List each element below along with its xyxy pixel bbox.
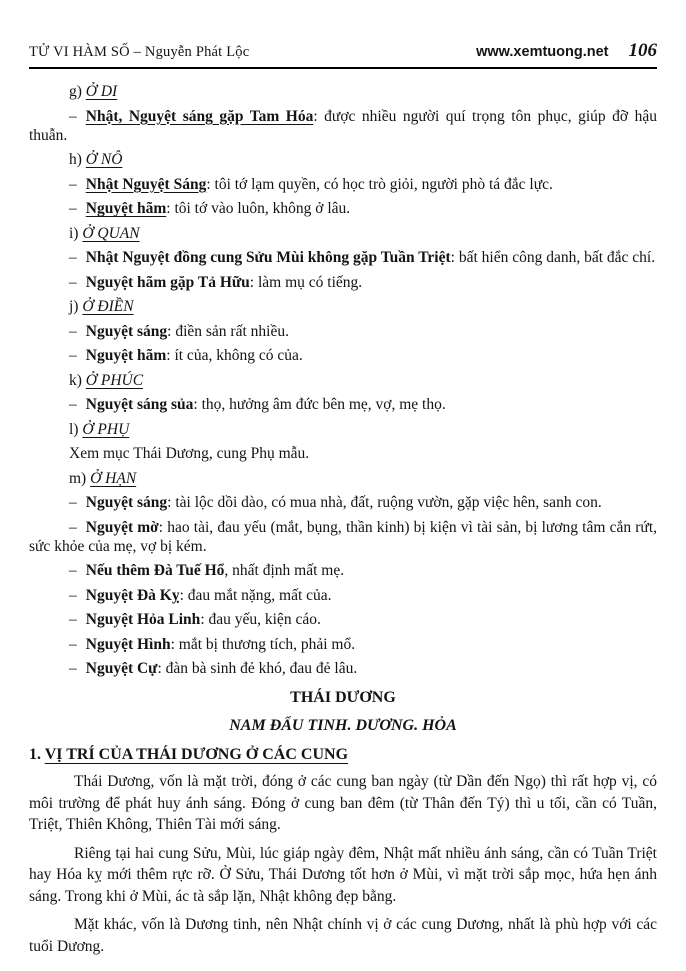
page-number: 106: [628, 40, 657, 61]
item-text: : đau mắt nặng, mất của.: [179, 586, 332, 604]
item-label: Nhật, Nguyệt sáng gặp Tam Hóa: [85, 107, 314, 125]
item-letter: h): [69, 151, 86, 168]
letter-item-heading: [69, 150, 657, 169]
item-label: Nguyệt Hình: [85, 635, 171, 653]
item-text: : mắt bị thương tích, phải mổ.: [170, 635, 356, 653]
dash-bullet: –: [69, 347, 77, 364]
item-label: Nguyệt sáng: [85, 322, 168, 340]
item-title: Ở DI: [85, 83, 118, 100]
letter-item-heading: [69, 371, 657, 390]
list-item: [29, 659, 657, 678]
dash-bullet: –: [69, 107, 77, 125]
list-item: [29, 322, 657, 341]
item-text: : thọ, hưởng âm đức bên mẹ, vợ, mẹ thọ.: [193, 396, 446, 413]
section-number: 1.: [29, 746, 45, 763]
item-text: : tôi tớ lạm quyền, có học trò giỏi, người phò tá đắc lực.: [206, 175, 553, 193]
item-label: Nguyệt Đà Kỵ: [85, 586, 180, 604]
list-item: [29, 561, 657, 580]
item-label: Nhật Nguyệt đồng cung Sửu Mùi không gặp Tuần Triệt: [85, 249, 451, 266]
paragraph: Mặt khác, vốn là Dương tinh, nên Nhật chính vị ở các cung Dương, nhất là phù hợp với các tuổi Dương.: [29, 916, 657, 955]
dash-bullet: –: [69, 586, 77, 604]
item-letter: m): [69, 469, 91, 487]
item-text: : hao tài, đau yếu (mắt, bụng, thần kinh) bị kiện vì tài sản, bị lương tâm cắn rứt, sức khỏe của mẹ, vợ bị kém.: [29, 518, 657, 555]
item-text: : bất hiển công danh, bất đắc chí.: [450, 249, 656, 266]
item-label: Nhật Nguyệt Sáng: [85, 175, 207, 193]
dash-bullet: –: [69, 562, 77, 579]
dash-bullet: –: [69, 273, 77, 291]
item-text: : đàn bà sinh đẻ khó, đau đẻ lâu.: [157, 660, 358, 677]
section-heading: [29, 745, 657, 764]
item-label: Nguyệt sáng sủa: [85, 396, 194, 413]
item-title: Ở QUAN: [82, 224, 140, 242]
item-text: : được nhiều người quí trọng tôn phục, giúp đỡ hậu thuẫn.: [29, 107, 657, 144]
dash-bullet: –: [69, 322, 77, 340]
list-item: [29, 610, 657, 629]
dash-bullet: –: [69, 200, 77, 217]
dash-bullet: –: [69, 660, 77, 677]
page-header: [29, 0, 657, 62]
item-title: Ở NÔ: [85, 151, 123, 168]
item-label: Nếu thêm Đà Tuế Hổ: [85, 562, 225, 579]
list-item: [29, 635, 657, 654]
item-text: : ít của, không có của.: [166, 347, 303, 364]
paragraph: Riêng tại hai cung Sửu, Mùi, lúc giáp ngày đêm, Nhật mất nhiều ánh sáng, cần có Tuần Triệt hay Hóa kỵ mới thêm rực rỡ. Ở Sửu, Thái Dương tốt hơn ở Mùi, vì mặt trời sắp mọc, hứa hẹn ánh sáng. Trong khi ở Mùi, ác tà sắp lặn, Nhật không đẹp bằng.: [29, 844, 657, 905]
section-title: VỊ TRÍ CỦA THÁI DƯƠNG Ở CÁC CUNG: [44, 746, 349, 763]
item-letter: k): [69, 371, 86, 389]
item-text: , nhất định mất mẹ.: [224, 562, 345, 579]
list-item: [29, 199, 657, 218]
dash-bullet: –: [69, 494, 77, 511]
item-label: Nguyệt hãm gặp Tả Hữu: [85, 273, 250, 291]
item-letter: i): [69, 224, 83, 242]
dash-bullet: –: [69, 396, 77, 413]
item-title: Ở PHỤ: [82, 420, 130, 438]
list-item: [29, 346, 657, 365]
list-item: [29, 175, 657, 194]
list-item: [29, 107, 657, 145]
letter-item-heading: [69, 82, 657, 101]
letter-item-heading: [69, 297, 657, 316]
chapter-subheading: NAM ĐẨU TINH. DƯƠNG. HỎA: [229, 717, 457, 734]
item-title: Ở PHÚC: [85, 371, 144, 389]
dash-bullet: –: [69, 611, 77, 628]
list-item: [29, 586, 657, 605]
letter-item-heading: [69, 420, 657, 439]
item-title: Ở ĐIỀN: [82, 298, 134, 315]
item-title: Ở HẠN: [90, 469, 137, 487]
chapter-heading: THÁI DƯƠNG: [290, 689, 396, 706]
dash-bullet: –: [69, 518, 77, 536]
item-text: : đau yếu, kiện cáo.: [200, 611, 321, 628]
website-text: www.xemtuong.net: [476, 44, 609, 60]
list-item: [29, 518, 657, 556]
dash-bullet: –: [69, 249, 77, 266]
dash-bullet: –: [69, 175, 77, 193]
item-label: Nguyệt Cự: [85, 660, 158, 677]
item-letter: g): [69, 83, 86, 100]
list-item: [29, 493, 657, 512]
item-label: Nguyệt hãm: [85, 347, 167, 364]
item-text: : tôi tớ vào luôn, không ở lâu.: [166, 200, 351, 217]
dash-bullet: –: [69, 635, 77, 653]
book-title: TỬ VI HÀM SỐ – Nguyễn Phát Lộc: [29, 44, 250, 60]
list-item: [29, 248, 657, 267]
letter-item-heading: [69, 224, 657, 243]
item-text: : tài lộc dồi dào, có mua nhà, đất, ruộng vườn, gặp việc hên, sanh con.: [167, 494, 602, 511]
header-rule: [29, 67, 657, 69]
item-letter: l): [69, 420, 83, 438]
list-item: [29, 395, 657, 414]
paragraph: Thái Dương, vốn là mặt trời, đóng ở các cung ban ngày (từ Dần đến Ngọ) thì rất hợp vị, có môi trường để phát huy ánh sáng. Đóng ở cung ban đêm (từ Thân đến Tý) thì u tối, cần có Tuần, Triệt, Thiên Không, Thiên Tài mới sáng.: [29, 773, 657, 833]
item-text: : điền sản rất nhiều.: [167, 322, 289, 340]
item-label: Nguyệt mờ: [85, 518, 159, 536]
item-label: Nguyệt sáng: [85, 494, 168, 511]
item-label: Nguyệt hãm: [85, 200, 167, 217]
item-label: Nguyệt Hỏa Linh: [85, 611, 201, 628]
letter-item-heading: [69, 469, 657, 488]
document-body: [29, 82, 657, 957]
item-letter: j): [69, 298, 83, 315]
item-text: : làm mụ có tiếng.: [249, 273, 363, 291]
note-line: Xem mục Thái Dương, cung Phụ mẫu.: [69, 445, 310, 462]
list-item: [29, 273, 657, 292]
